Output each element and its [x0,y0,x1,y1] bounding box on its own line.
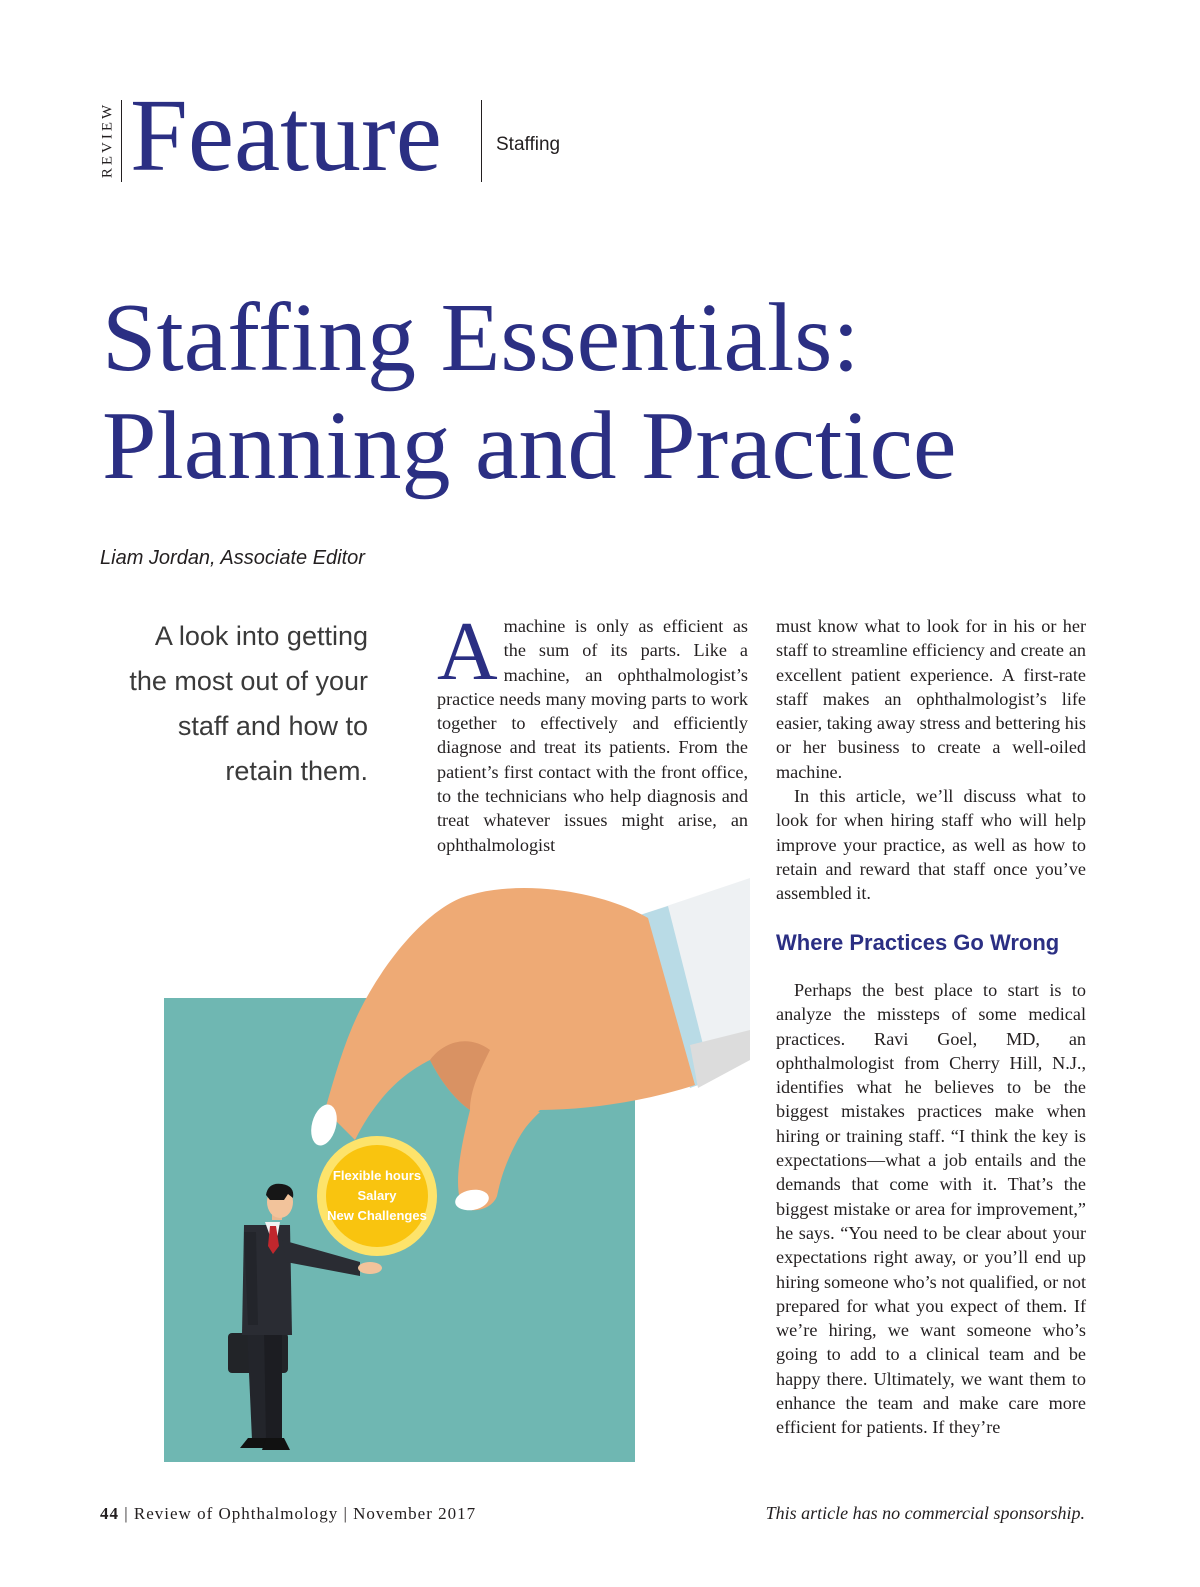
coin-line-3: New Challenges [327,1208,427,1223]
title-line-2: Planning and Practice [102,392,957,500]
issue-date: November 2017 [353,1504,477,1523]
feature-heading: Feature [130,78,442,193]
page-number: 44 [100,1504,119,1523]
section-tag: Staffing [496,134,561,155]
coin-line-1: Flexible hours [332,1168,422,1183]
paragraph: Perhaps the best place to start is to analyze the missteps of some medical practices. Ravi Goel, MD, an ophthalmologist from Cherry Hill, N.J., identifies what he believes to be the biggest mistakes practices make when hiring or training staff. “I think the key is expectations—what a job entails and the demands that come with it. That’s the biggest mistake or area for improvement,” he says. “You need to be clear about your expectations right away, or you’ll end up hiring someone who’s not qualified, or not prepared for what you expect of them. If we’re hiring, we want someone who’s going to add to a clinical team and be happy there. Ultimately, we want them to enhance the team and make care more efficient for patients. If they’re [776,980,1086,1438]
byline: Liam Jordan, Associate Editor [100,547,365,569]
paragraph: must know what to look for in his or her staff to streamline efficiency and create an excellent patient experience. A first-rate staff makes an ophthalmologist’s life easier, taking away stress and bettering his or her business to create a well-oiled machine. [776,616,1086,782]
footer-folio: 44 | Review of Ophthalmology | November 2017 [100,1504,477,1523]
paragraph: In this article, we’ll discuss what to look for when hiring staff who will help improve your practice, as well as how to retain and reward that staff once you’ve assembled it. [776,786,1086,904]
sponsorship-note: This article has no commercial sponsorship. [765,1503,1085,1523]
publication-name: Review of Ophthalmology [133,1504,339,1523]
subhead: Where Practices Go Wrong [776,930,1060,955]
deck: A look into getting the most out of your staff and how to retain them. [129,621,368,786]
title-line-1: Staffing Essentials: [102,284,860,392]
paragraph: machine is only as efficient as the sum of its parts. Like a machine, an ophthalmologist’s practice needs many moving parts to work together to effectively and efficiently diagnose and treat its patients. From the patient’s first contact with the front office, to the technicians who help diagnosis and treat whatever issues might arise, an ophthalmologist [437,616,748,855]
coin-graphic [317,1136,437,1256]
drop-cap: A [437,605,498,698]
coin-line-2: Salary [357,1188,397,1203]
review-label: REVIEW [99,101,116,179]
